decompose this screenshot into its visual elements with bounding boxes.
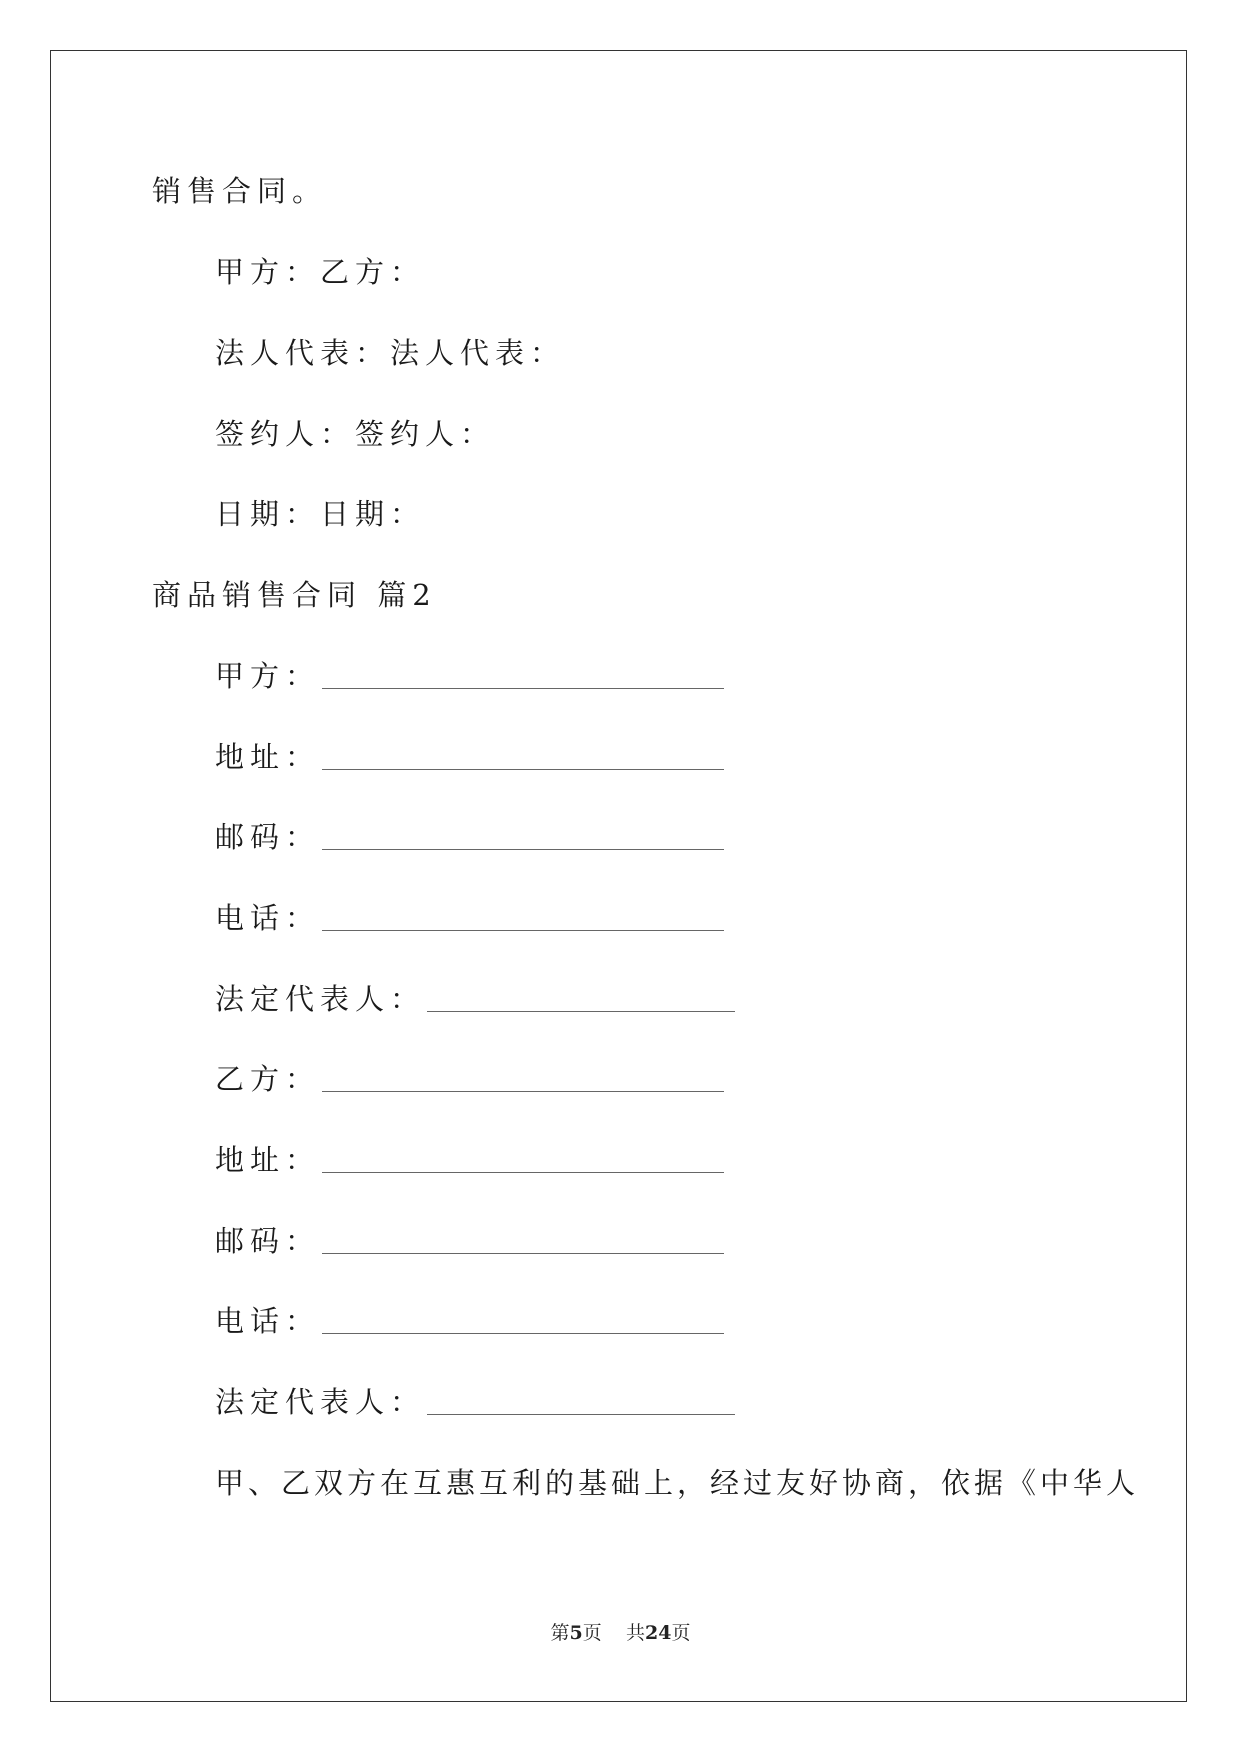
footer-prefix: 第 [550,1622,570,1644]
text-line-4: 签约人：签约人： [215,417,496,451]
text-line-3: 法人代表：法人代表： [215,336,566,370]
footer-page-unit: 页 [582,1622,602,1644]
total-page-count: 24 [644,1622,672,1644]
field-label: 法定代表人： [215,982,426,1016]
fill-in-blank [322,687,724,689]
fill-in-blank [427,1010,735,1012]
field-label: 邮码： [215,1224,321,1258]
form-field-phone-a [215,901,724,935]
field-label: 地址： [215,1143,321,1177]
fill-in-blank [322,1090,724,1092]
form-field-address-b [215,1143,724,1177]
fill-in-blank [322,1332,724,1334]
field-label: 甲方： [215,659,321,693]
text-line-1: 销售合同。 [152,174,328,208]
page-footer [0,1618,1241,1645]
field-label: 乙方： [215,1062,321,1096]
form-field-party-a [215,659,724,693]
fill-in-blank [322,929,724,931]
footer-total-unit: 页 [671,1622,691,1644]
section-heading: 商品销售合同 篇2 [152,578,437,612]
field-label: 邮码： [215,820,321,854]
form-field-address-a [215,740,724,774]
footer-total-prefix: 共 [625,1622,645,1644]
text-line-2: 甲方：乙方： [215,255,426,289]
fill-in-blank [322,848,724,850]
field-label: 法定代表人： [215,1385,426,1419]
text-line-5: 日期：日期： [215,497,426,531]
field-label: 地址： [215,740,321,774]
current-page-number: 5 [569,1622,583,1644]
form-field-legal-rep-a [215,982,735,1016]
fill-in-blank [322,1252,724,1254]
page-border [50,50,1187,1702]
fill-in-blank [322,768,724,770]
form-field-legal-rep-b [215,1385,735,1419]
closing-paragraph: 甲、乙双方在互惠互利的基础上，经过友好协商，依据《中华人 [215,1466,1140,1500]
fill-in-blank [427,1413,735,1415]
form-field-postcode-b [215,1224,724,1258]
field-label: 电话： [215,901,321,935]
form-field-phone-b [215,1304,724,1338]
form-field-party-b [215,1062,724,1096]
fill-in-blank [322,1171,724,1173]
field-label: 电话： [215,1304,321,1338]
form-field-postcode-a [215,820,724,854]
